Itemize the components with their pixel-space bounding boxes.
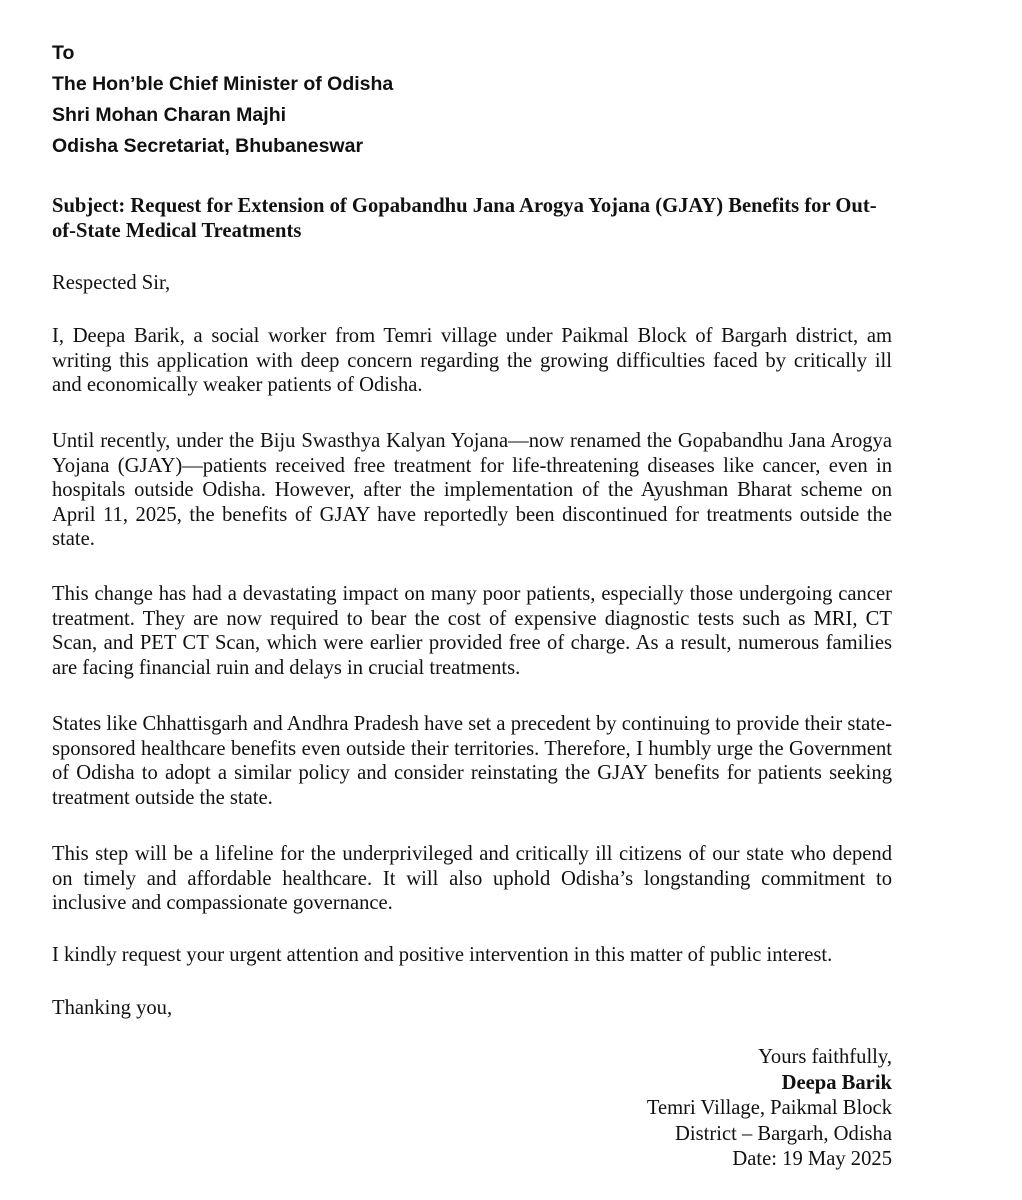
body-paragraph-4: States like Chhattisgarh and Andhra Pradesh have set a precedent by continuing to provide their state-sponsored healthcare benefits even outside their territories. Therefore, I humbly urge the Government of Odisha to adopt a similar policy and consider reinstating the GJAY benefits for patients seeking treatment outside the state.: [52, 713, 892, 809]
letter-subject: Subject: Request for Extension of Gopabandhu Jana Arogya Yojana (GJAY) Benefits for Out-of-State Medical Treatments: [52, 195, 877, 242]
recipient-to: To: [52, 42, 75, 64]
body-paragraph-6: I kindly request your urgent attention and positive intervention in this matter of public interest.: [52, 944, 833, 966]
body-paragraph-1: I, Deepa Barik, a social worker from Temri village under Paikmal Block of Bargarh district, am writing this application with deep concern regarding the growing difficulties faced by critically ill and economically weaker patients of Odisha.: [52, 325, 892, 397]
salutation: Respected Sir,: [52, 272, 171, 294]
recipient-name: Shri Mohan Charan Majhi: [52, 104, 287, 126]
sender-name: Deepa Barik: [781, 1071, 892, 1094]
recipient-address: Odisha Secretariat, Bhubaneswar: [52, 135, 364, 157]
body-paragraph-5: This step will be a lifeline for the underprivileged and critically ill citizens of our state who depend on timely and affordable healthcare. It will also uphold Odisha’s longstanding commitment to inclusive and compassionate governance.: [52, 843, 892, 915]
recipient-title: The Hon’ble Chief Minister of Odisha: [52, 73, 394, 95]
signoff-block: [647, 1045, 892, 1173]
sender-address-line-2: District – Bargarh, Odisha: [675, 1122, 892, 1145]
recipient-address-block: [52, 38, 393, 162]
sender-address-line-1: Temri Village, Paikmal Block: [646, 1097, 892, 1119]
body-paragraph-3: This change has had a devastating impact on many poor patients, especially those undergoing cancer treatment. They are now required to bear the cost of expensive diagnostic tests such as MRI, CT Scan, and PET CT Scan, which were earlier provided free of charge. As a result, numerous families are facing financial ruin and delays in crucial treatments.: [52, 583, 892, 679]
body-paragraph-2: Until recently, under the Biju Swasthya Kalyan Yojana—now renamed the Gopabandhu Jana Arogya Yojana (GJAY)—patients received free treatment for life-threatening diseases like cancer, even in hospitals outside Odisha. However, after the implementation of the Ayushman Bharat scheme on April 11, 2025, the benefits of GJAY have reportedly been discontinued for treatments outside the state.: [52, 430, 892, 551]
letter-date: Date: 19 May 2025: [732, 1148, 892, 1170]
valediction: Yours faithfully,: [758, 1046, 892, 1068]
closing-line: Thanking you,: [52, 997, 173, 1019]
